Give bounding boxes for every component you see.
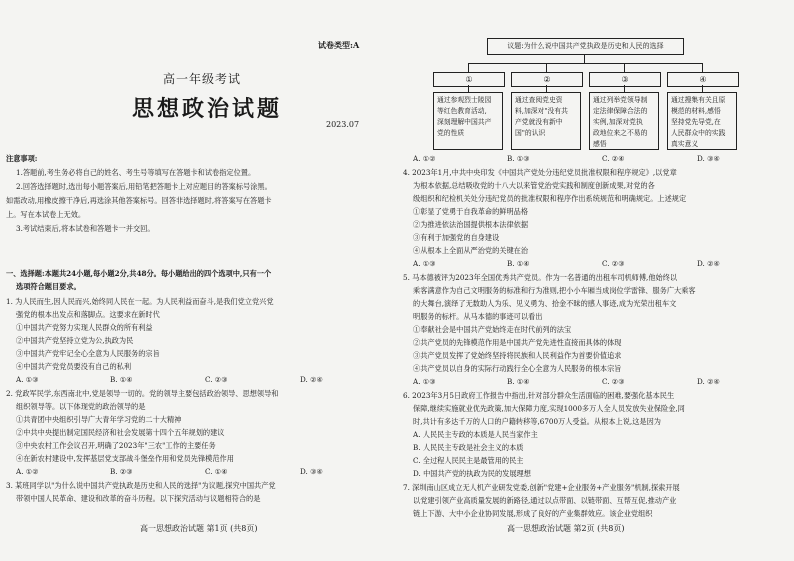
activity-box-2: 通过查阅党史资 料,加深对"没有共 产党就没有新中 国"的认识	[511, 92, 581, 150]
q4-option: C. ②③	[602, 259, 625, 268]
q3-stem: 带领中国人民革命、建设和改革的奋斗历程。以下探究活动与议题相符合的是	[16, 494, 261, 503]
note-line: 2.回答选择题时,选出每小题答案后,用铅笔把答题卡上对应题目的答案标号涂黑。	[16, 182, 272, 191]
q7-stem: 以党建引领产业高质量发展的新路径,通过以点带面、以链带面、互帮互促,推动产业	[413, 496, 677, 505]
q2-stem: 组织领导等。以下体现党的政治领导的是	[16, 402, 146, 411]
q1-option: C. ②③	[205, 375, 228, 384]
note-line: 1.答题前,考生务必将自己的姓名、考生号等填写在答题卡和试卷指定位置。	[16, 168, 256, 177]
q4-option: D. ②④	[697, 259, 720, 268]
q7-stem: 链上下游、大中小企业协同发展,形成了良好的产业集群效应。该企业党组织	[413, 509, 653, 518]
q3-option: A. ①②	[413, 154, 436, 163]
q1-option: B. ①④	[110, 375, 133, 384]
q6-option: C. 全过程人民民主是最管用的民主	[413, 456, 524, 465]
page-2	[397, 0, 794, 561]
q4-item: ③有利于加强党的自身建设	[413, 233, 500, 242]
q4-item: ②为推进依法治国提供根本法律依据	[413, 220, 529, 229]
connector-line	[468, 63, 469, 72]
exam-date: 2023.07	[326, 120, 360, 129]
q4-item: ①彰显了党勇于自我革命的鲜明品格	[413, 207, 529, 216]
connector-line	[624, 85, 625, 92]
box-number: ②	[511, 72, 583, 87]
q6-option: B. 人民民主专政是社会主义的本质	[413, 443, 524, 452]
note-line: 3.考试结束后,将本试卷和答题卡一并交回。	[16, 224, 155, 233]
q4-stem: 为根本依据,总结吸收党的十八大以来管党治党实践和制度创新成果,对党的各	[413, 181, 655, 190]
q1-stem: 强党的根本出发点和落脚点。这要求在新时代	[16, 310, 160, 319]
q1-item: ①中国共产党努力实现人民群众的所有利益	[16, 323, 153, 332]
q5-item: ④共产党员以自身的实际行动践行全心全意为人民服务的根本宗旨	[413, 364, 622, 373]
q2-item: ①共青团中央组织引导广大青年学习党的二十大精神	[16, 415, 182, 424]
connector-line	[702, 85, 703, 92]
q5-option: C. ②③	[602, 377, 625, 386]
q6-stem: 时,共计有多达千万的人口的户籍转移等,6700万人受益。从根本上说,这是因为	[413, 417, 661, 426]
box-number: ④	[667, 72, 739, 87]
diagram-topic: 议题:为什么说中国共产党执政是历史和人民的选择	[487, 38, 684, 55]
connector-line	[546, 63, 547, 72]
q6-option: D. 中国共产党的执政为民的发展理想	[413, 469, 531, 478]
q5-item: ①奉献社会是中国共产党始终走在时代前列的法宝	[413, 325, 572, 334]
q2-item: ④在新农村建设中,发挥基层党支部战斗堡垒作用和党员先锋模范作用	[16, 454, 234, 463]
q5-stem: 明服务的标杆。从马本德的事迹可以看出	[413, 312, 543, 321]
q1-item: ③中国共产党牢记全心全意为人民服务的宗旨	[16, 349, 160, 358]
q6-option: A. 人民民主专政的本质是人民当家作主	[413, 430, 538, 439]
q4-stem: 4. 2023年1月,中共中央印发《中国共产党处分违纪党员批准权限和程序规定》,以党章	[403, 168, 677, 177]
q2-option: B. ②③	[110, 467, 133, 476]
q6-stem: 6. 2023年3月5日政府工作报告中指出,针对部分群众生活面临的困难,要强化基本民生	[403, 391, 675, 400]
q1-item: ②中国共产党坚持立党为公,执政为民	[16, 336, 134, 345]
q5-option: B. ①④	[507, 377, 530, 386]
q2-option: D. ③④	[300, 467, 323, 476]
section-heading-cont: 选项符合题目要求。	[16, 282, 81, 291]
paper-type: 试卷类型:A	[318, 40, 360, 50]
q6-stem: 保障,继续实施就业优先政策,加大保障力度,实现1000多万人全人员发放失业保险金,同	[413, 404, 685, 413]
section-heading: 一、选择题:本题共24小题,每小题2分,共48分。每小题给出的四个选项中,只有一个	[6, 269, 272, 278]
q5-stem: 的大舞台,演绎了无数助人为乐、见义勇为、拾金不昧的感人事迹,成为光荣出租车文	[413, 299, 677, 308]
q4-stem: 级组织和纪检机关处分违纪党员的批准权限和程序作出系统规范和明确规定。上述规定	[413, 194, 687, 203]
connector-line	[546, 85, 547, 92]
q2-option: A. ①②	[16, 467, 39, 476]
q2-option: C. ①④	[205, 467, 228, 476]
q2-item: ③中央农村工作会议召开,明确了2023年"三农"工作的主要任务	[16, 441, 216, 450]
q4-item: ④从根本上全面从严治党的关键在治	[413, 246, 529, 255]
q3-option: C. ②④	[602, 154, 625, 163]
q4-option: A. ①③	[413, 259, 436, 268]
q3-stem: 3. 某班同学以"为什么说中国共产党执政是历史和人民的选择"为议题,探究中国共产党	[6, 481, 276, 490]
page-footer: 高一思想政治试题 第1页 (共8页)	[140, 524, 258, 533]
q5-stem: 5. 马本德被评为2023年全国优秀共产党员。作为一名普通的出租车司机师傅,他始终以	[403, 273, 678, 282]
q1-item: ④中国共产党党员要没有自己的私利	[16, 362, 132, 371]
q7-stem: 7. 深圳南山区成立无人机产业研发党委,创新"党建+企业服务+产业服务"机制,探索开展	[403, 483, 680, 492]
q5-item: ③共产党员发挥了党始终坚持将民族和人民利益作为首要价值追求	[413, 351, 622, 360]
note-line: 上。写在本试卷上无效。	[6, 210, 86, 219]
q4-option: B. ①④	[507, 259, 530, 268]
page-footer: 高一思想政治试题 第2页 (共8页)	[507, 524, 625, 533]
activity-box-4: 通过搜集有关且原 模范的材料,感悟 坚持党先导党,在 人民群众中的实践 真实意义	[667, 92, 737, 150]
q1-option: A. ①③	[16, 375, 39, 384]
box-number: ①	[433, 72, 505, 87]
note-line: 如需改动,用橡皮擦干净后,再选涂其他答案标号。回答非选择题时,将答案写在答题卡	[6, 196, 272, 205]
connector-line	[468, 85, 469, 92]
connector-line	[584, 54, 585, 63]
q3-option: D. ③④	[697, 154, 720, 163]
q5-option: D. ②④	[697, 377, 720, 386]
box-number: ③	[589, 72, 661, 87]
exam-grade: 高一年级考试	[163, 72, 242, 86]
connector-line	[702, 63, 703, 72]
exam-title: 思想政治试题	[132, 96, 283, 122]
q5-stem: 乘客满意作为自己文明服务的标准和行为准则,把小小车厢当成岗位学雷锋、服务广大乘客	[413, 286, 696, 295]
q2-item: ②中共中央提出制定国民经济和社会发展第十四个五年规划的建议	[16, 428, 225, 437]
q5-option: A. ①③	[413, 377, 436, 386]
q1-stem: 1. 为人民而生,因人民而兴,始终同人民在一起。为人民利益而奋斗,是我们党立党兴党	[6, 297, 274, 306]
connector-line	[468, 63, 702, 64]
q1-option: D. ②④	[300, 375, 323, 384]
notes-heading: 注意事项:	[6, 154, 38, 163]
q2-stem: 2. 党政军民学,东西南北中,党是领导一切的。党的领导主要包括政治领导、思想领导和	[6, 389, 279, 398]
connector-line	[624, 63, 625, 72]
activity-box-3: 通过列举党领导制 定法律保障合法的 实例,加深对党执 政地位来之不易的 感悟	[589, 92, 659, 150]
activity-box-1: 通过参观烈士陵园 等红色教育活动, 深刻理解中国共产 党的性质	[433, 92, 503, 150]
q3-option: B. ①③	[507, 154, 530, 163]
q5-item: ②共产党员的先锋模范作用是中国共产党先进性直接而具体的体现	[413, 338, 622, 347]
